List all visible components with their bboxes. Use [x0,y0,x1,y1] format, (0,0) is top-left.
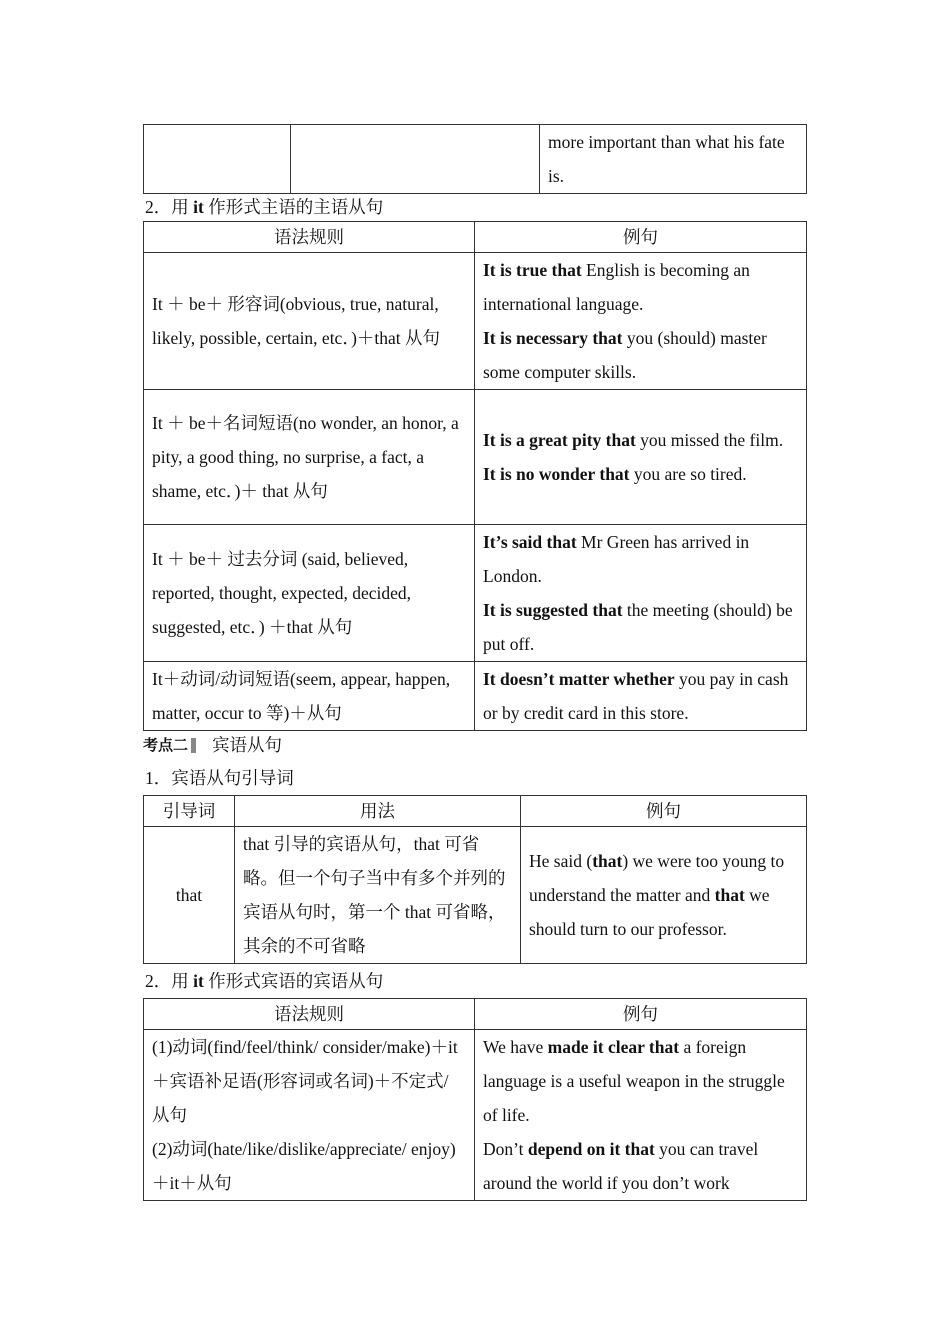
rule-cell: It ＋ be＋ 过去分词 (said, believed, reported, thought, expected, decided, suggested, etc．) ＋that 从句 [144,525,475,662]
column-header-word: 引导词 [144,796,235,827]
empty-cell [291,125,540,194]
key-phrase: It is necessary that [483,328,623,348]
example-text: you can travel around the world if you don’t work [483,1139,759,1193]
rule-cell [144,1030,475,1201]
exam-point-bar-icon [191,738,196,753]
key-phrase: depend on it that [527,1139,655,1159]
rule-text: (2)动词(hate/like/dislike/appreciate/ enjoy)＋it＋从句 [152,1139,456,1193]
exam-point-header [143,731,807,759]
heading-bold: it [193,971,204,991]
example-cell [475,525,807,662]
rule-cell: It ＋ be＋名词短语(no wonder, an honor, a pity, a good thing, no surprise, a fact, a shame, etc．)＋ that 从句 [144,390,475,525]
usage-cell: that 引导的宾语从句，that 可省略。但一个句子当中有多个并列的宾语从句时，第一个 that 可省略，其余的不可省略 [235,827,521,964]
example-text: you (should) master some computer skills. [483,328,767,382]
section-heading-object-clause: 1．宾语从句引导词 [145,768,294,788]
heading-suffix: 作形式宾语的宾语从句 [203,971,384,991]
example-text: Mr Green has arrived in London. [483,532,750,586]
example-text: we should turn to our professor. [529,885,770,939]
key-phrase: that [592,851,623,871]
rule-cell: It ＋ be＋ 形容词(obvious, true, natural, likely, possible, certain, etc．)＋that 从句 [144,253,475,390]
heading-suffix: 作形式主语的主语从句 [203,197,384,217]
it-object-table [143,998,807,1201]
column-header-example: 例句 [521,796,807,827]
table-row [144,662,807,731]
table-header-row [144,796,807,827]
key-phrase: that [714,885,745,905]
example-cell [521,827,807,964]
word-cell: that [144,827,235,964]
key-phrase: It’s said that [483,532,577,552]
column-header-usage: 用法 [235,796,521,827]
example-cell [475,1030,807,1201]
key-phrase: It is suggested that [483,600,623,620]
key-phrase: made it clear that [547,1037,680,1057]
column-header-rule: 语法规则 [144,222,475,253]
example-text: a foreign language is a useful weapon in the struggle of life. [483,1037,785,1125]
section-heading-it-object [143,964,807,998]
example-text: We have [483,1037,548,1057]
column-header-example: 例句 [475,222,807,253]
rule-text: (1)动词(find/feel/think/ consider/make)＋it＋宾语补足语(形容词或名词)＋不定式/从句 [152,1037,458,1125]
table-row [144,1030,807,1201]
table-header-row [144,222,807,253]
example-cell [475,390,807,525]
example-text: Don’t [483,1139,528,1159]
example-text: ) we were too young to understand the matter and [529,851,785,905]
example-cell [540,125,807,194]
rule-cell: It＋动词/动词短语(seem, appear, happen, matter, occur to 等)＋从句 [144,662,475,731]
table-row [144,827,807,964]
exam-point-title: 宾语从句 [212,735,283,755]
object-clause-table [143,795,807,964]
key-phrase: It is no wonder that [483,464,630,484]
example-text: you are so tired. [629,464,747,484]
column-header-example: 例句 [475,999,807,1030]
example-text: English is becoming an international language. [483,260,750,314]
example-text: you pay in cash or by credit card in this store. [483,669,789,723]
continuation-table [143,124,807,194]
section-heading-it-subject [143,194,807,221]
empty-cell [144,125,291,194]
example-text: you missed the film. [635,430,784,450]
heading-bold: it [193,197,204,217]
example-text: more important than what his fate is. [548,132,785,186]
key-phrase: It is true that [483,260,582,280]
column-header-rule: 语法规则 [144,999,475,1030]
table-row [144,125,807,194]
example-cell [475,253,807,390]
document-page [143,124,807,1201]
key-phrase: It doesn’t matter whether [483,669,675,689]
key-phrase: It is a great pity that [483,430,636,450]
heading-prefix: 2．用 [145,197,194,217]
example-text: the meeting (should) be put off. [483,600,793,654]
table-header-row [144,999,807,1030]
table-row [144,390,807,525]
heading-prefix: 2．用 [145,971,194,991]
exam-point-tag: 考点二 [143,736,189,754]
it-subject-table [143,221,807,731]
example-cell [475,662,807,731]
table-row [144,525,807,662]
example-text: He said ( [529,851,593,871]
table-row [144,253,807,390]
